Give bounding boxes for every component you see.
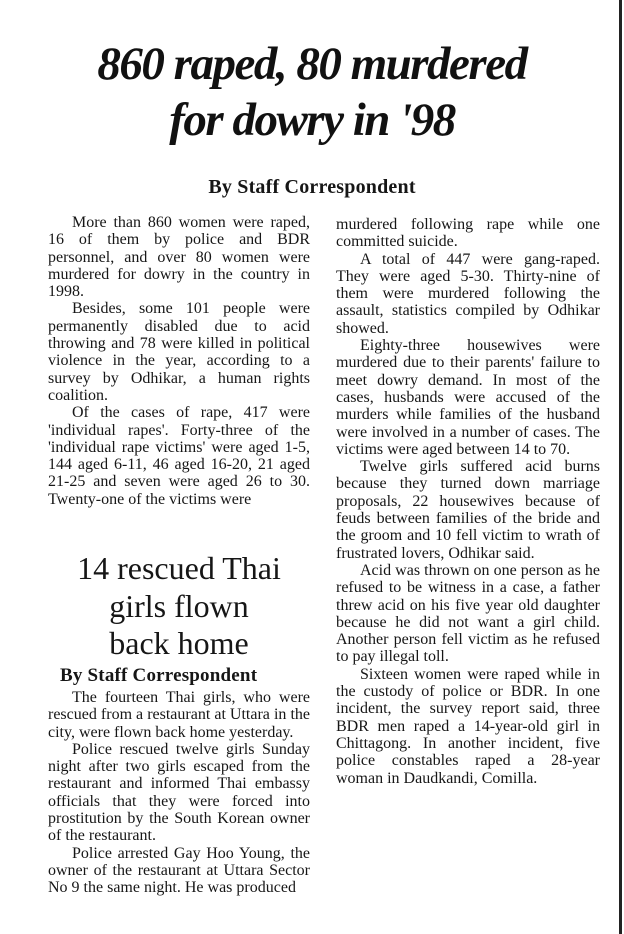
article-paragraph: A total of 447 were gang-raped. They were aged 5-30. Thirty-nine of them were murdered following the assault, statistics compiled by Odhikar showed.	[336, 250, 600, 337]
second-headline-line-3: back home	[109, 625, 249, 661]
second-headline	[48, 550, 310, 663]
article-paragraph: The fourteen Thai girls, who were rescued from a restaurant at Uttara in the city, were flown back home yesterday.	[48, 689, 310, 741]
article-paragraph: Twelve girls suffered acid burns because they turned down marriage proposals, 22 housewives because of feuds between families of the bride and the groom and 10 fell victim to wrath of frustrated lovers, Odhikar said.	[336, 458, 600, 562]
main-byline: By Staff Correspondent	[208, 176, 416, 198]
second-article-column	[48, 689, 310, 897]
article-paragraph: Eighty-three housewives were murdered due to their parents' failure to meet dowry demand. In most of the cases, husbands were accused of the murders while families of the husband were involved in a number of cases. The victims were aged between 14 to 70.	[336, 337, 600, 458]
main-article-left-column	[48, 214, 310, 508]
main-headline-line-2: for dowry in '98	[169, 94, 455, 146]
article-paragraph: Sixteen women were raped while in the custody of police or BDR. In one incident, the survey report said, three BDR men raped a 14-year-old girl in Chittagong. In another incident, five police constables raped a 28-year woman in Daudkandi, Comilla.	[336, 665, 600, 787]
main-article-right-column	[336, 216, 600, 787]
second-byline: By Staff Correspondent	[60, 665, 258, 686]
article-paragraph: Acid was thrown on one person as he refused to be witness in a case, a father threw acid on his five year old daughter because he did not want a girl child. Another person fell victim as he refused to pay illegal toll.	[336, 561, 600, 666]
article-paragraph: Police arrested Gay Hoo Young, the owner of the restaurant at Uttara Sector No 9 the same night. He was produced	[48, 844, 310, 897]
second-headline-line-1: 14 rescued Thai	[77, 550, 281, 586]
article-paragraph: Police rescued twelve girls Sunday night after two girls escaped from the restaurant and informed Thai embassy officials that they were forced into prostitution by the South Korean owner of the restaurant.	[48, 740, 310, 845]
article-paragraph: murdered following rape while one committed suicide.	[336, 216, 600, 251]
article-paragraph: More than 860 women were raped, 16 of them by police and BDR personnel, and over 80 women were murdered for dowry in the country in 1998.	[48, 214, 310, 301]
article-paragraph: Besides, some 101 people were permanently disabled due to acid throwing and 78 were killed in political violence in the year, according to a survey by Odhikar, a human rights coalition.	[48, 300, 310, 404]
main-headline-line-1: 860 raped, 80 murdered	[97, 38, 527, 90]
article-paragraph: Of the cases of rape, 417 were 'individual rapes'. Forty-three of the 'individual rape victims' were aged 1-5, 144 aged 6-11, 46 aged 16-20, 21 aged 21-25 and seven were aged 26 to 30. Twenty-one of the victims were	[48, 404, 310, 508]
main-headline	[0, 36, 624, 148]
second-headline-line-2: girls flown	[109, 587, 249, 624]
